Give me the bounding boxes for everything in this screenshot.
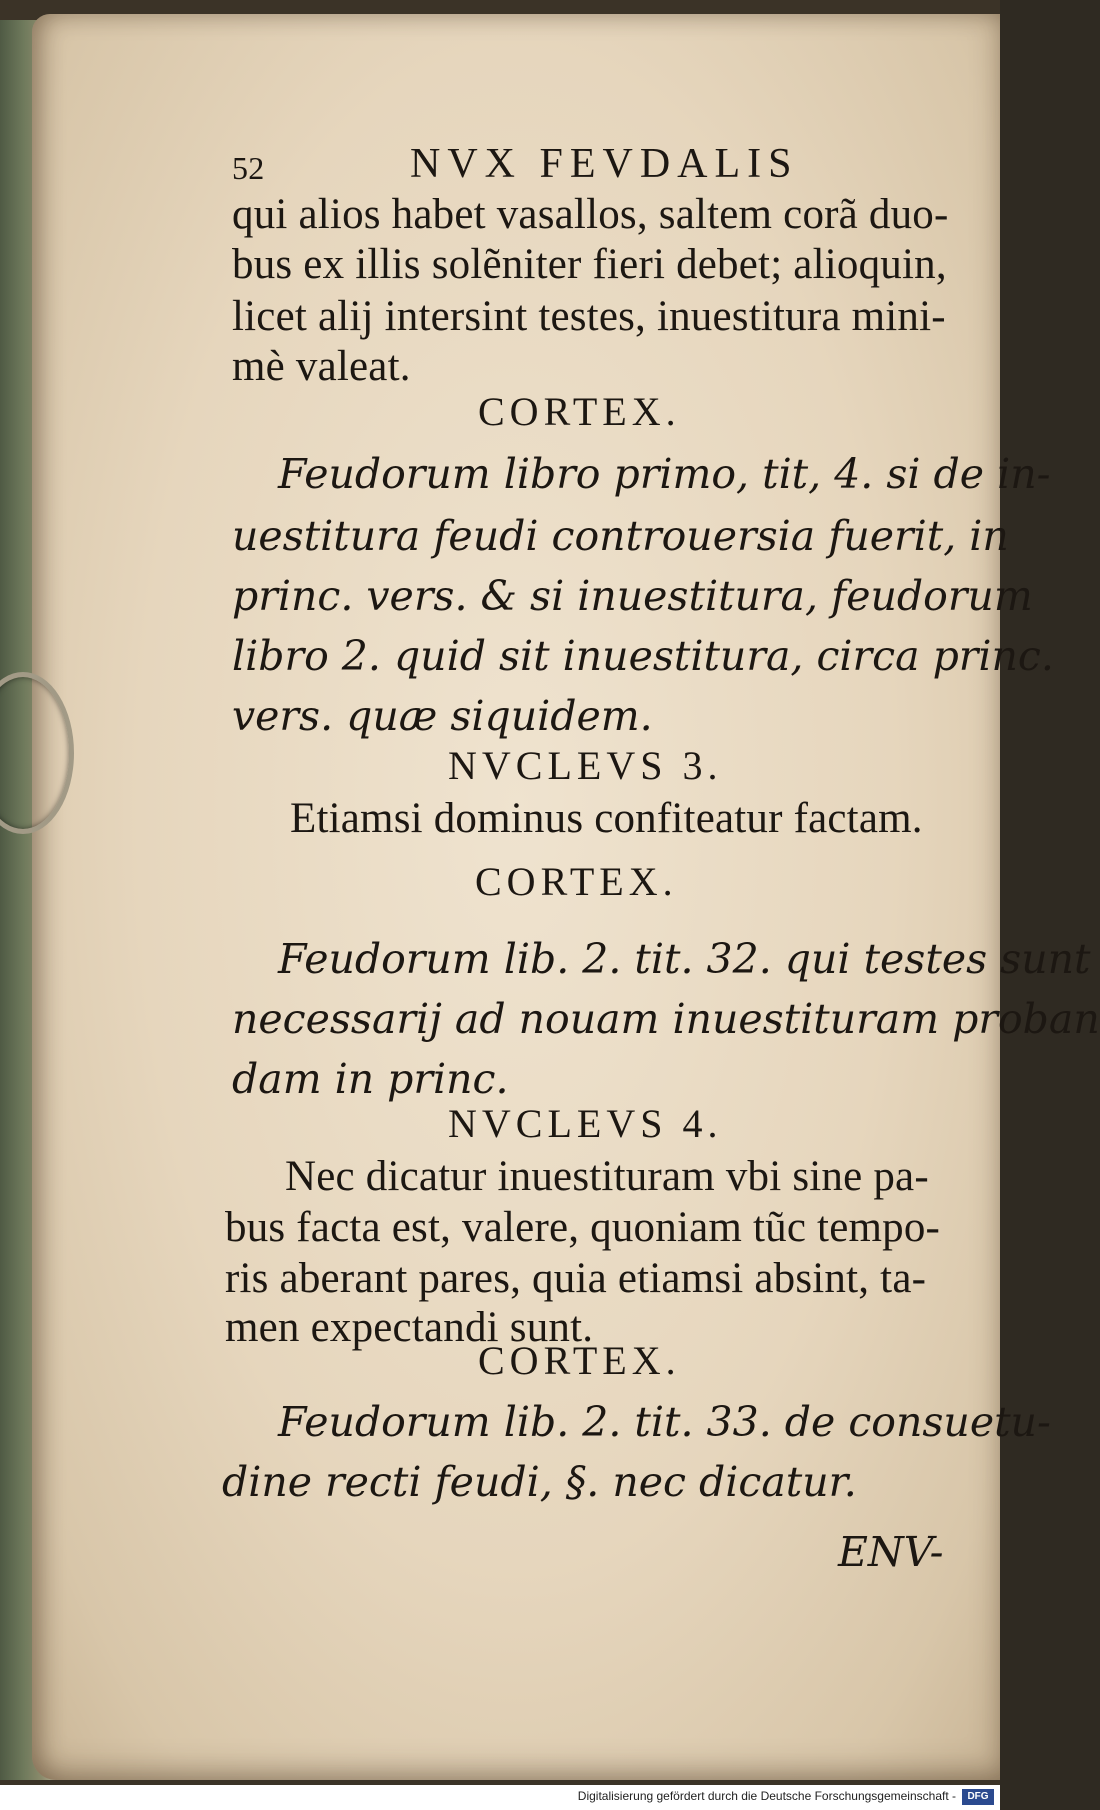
text-line-19: bus facta est, valere, quoniam tũc tempo- (225, 1204, 941, 1251)
text-line-18: Nec dicatur inuestituram vbi sine pa- (285, 1153, 929, 1200)
funding-credit: Digitalisierung gefördert durch die Deutsche Forschungsgemeinschaft - (577, 1789, 956, 1803)
heading-nucleus-3: NVCLEVS 3. (448, 743, 723, 788)
text-line-14: Feudorum lib. 2. tit. 32. qui testes sunt (278, 935, 1091, 983)
text-line-7: uestitura feudi controuersia fuerit, in (232, 512, 1009, 560)
text-line-24: dine recti feudi, §. nec dicatur. (222, 1458, 857, 1506)
footer-bar (0, 1785, 1000, 1810)
text-line-12: Etiamsi dominus confiteatur factam. (290, 795, 923, 842)
page-number: 52 (232, 150, 265, 186)
text-line-21: men expectandi sunt. (225, 1304, 594, 1351)
text-line-9: libro 2. quid sit inuestitura, circa princ. (232, 632, 1054, 680)
text-line-4: mè valeat. (232, 343, 411, 390)
heading-cortex-2: CORTEX. (475, 859, 678, 904)
dfg-logo: DFG (962, 1789, 994, 1805)
text-line-1: qui alios habet vasallos, saltem corã duo- (232, 191, 949, 238)
running-head: NVX FEVDALIS (410, 141, 799, 187)
text-line-20: ris aberant pares, quia etiamsi absint, ta- (225, 1255, 927, 1302)
text-line-15: necessarij ad nouam inuestituram proban (232, 995, 1100, 1043)
text-line-23: Feudorum lib. 2. tit. 33. de consuetu- (278, 1398, 1051, 1446)
catchword: ENV- (838, 1528, 944, 1576)
heading-cortex-3: CORTEX. (478, 1338, 681, 1383)
text-line-3: licet alij intersint testes, inuestitura mini- (232, 293, 946, 340)
heading-nucleus-4: NVCLEVS 4. (448, 1101, 723, 1146)
text-line-16: dam in princ. (232, 1055, 509, 1103)
heading-cortex-1: CORTEX. (478, 389, 681, 434)
text-line-8: princ. vers. & si inuestitura, feudorum (232, 572, 1033, 620)
text-line-6: Feudorum libro primo, tit, 4. si de in- (278, 450, 1051, 498)
text-line-10: vers. quæ siquidem. (232, 692, 653, 740)
text-line-2: bus ex illis solẽniter fieri debet; alioquin, (232, 241, 947, 288)
